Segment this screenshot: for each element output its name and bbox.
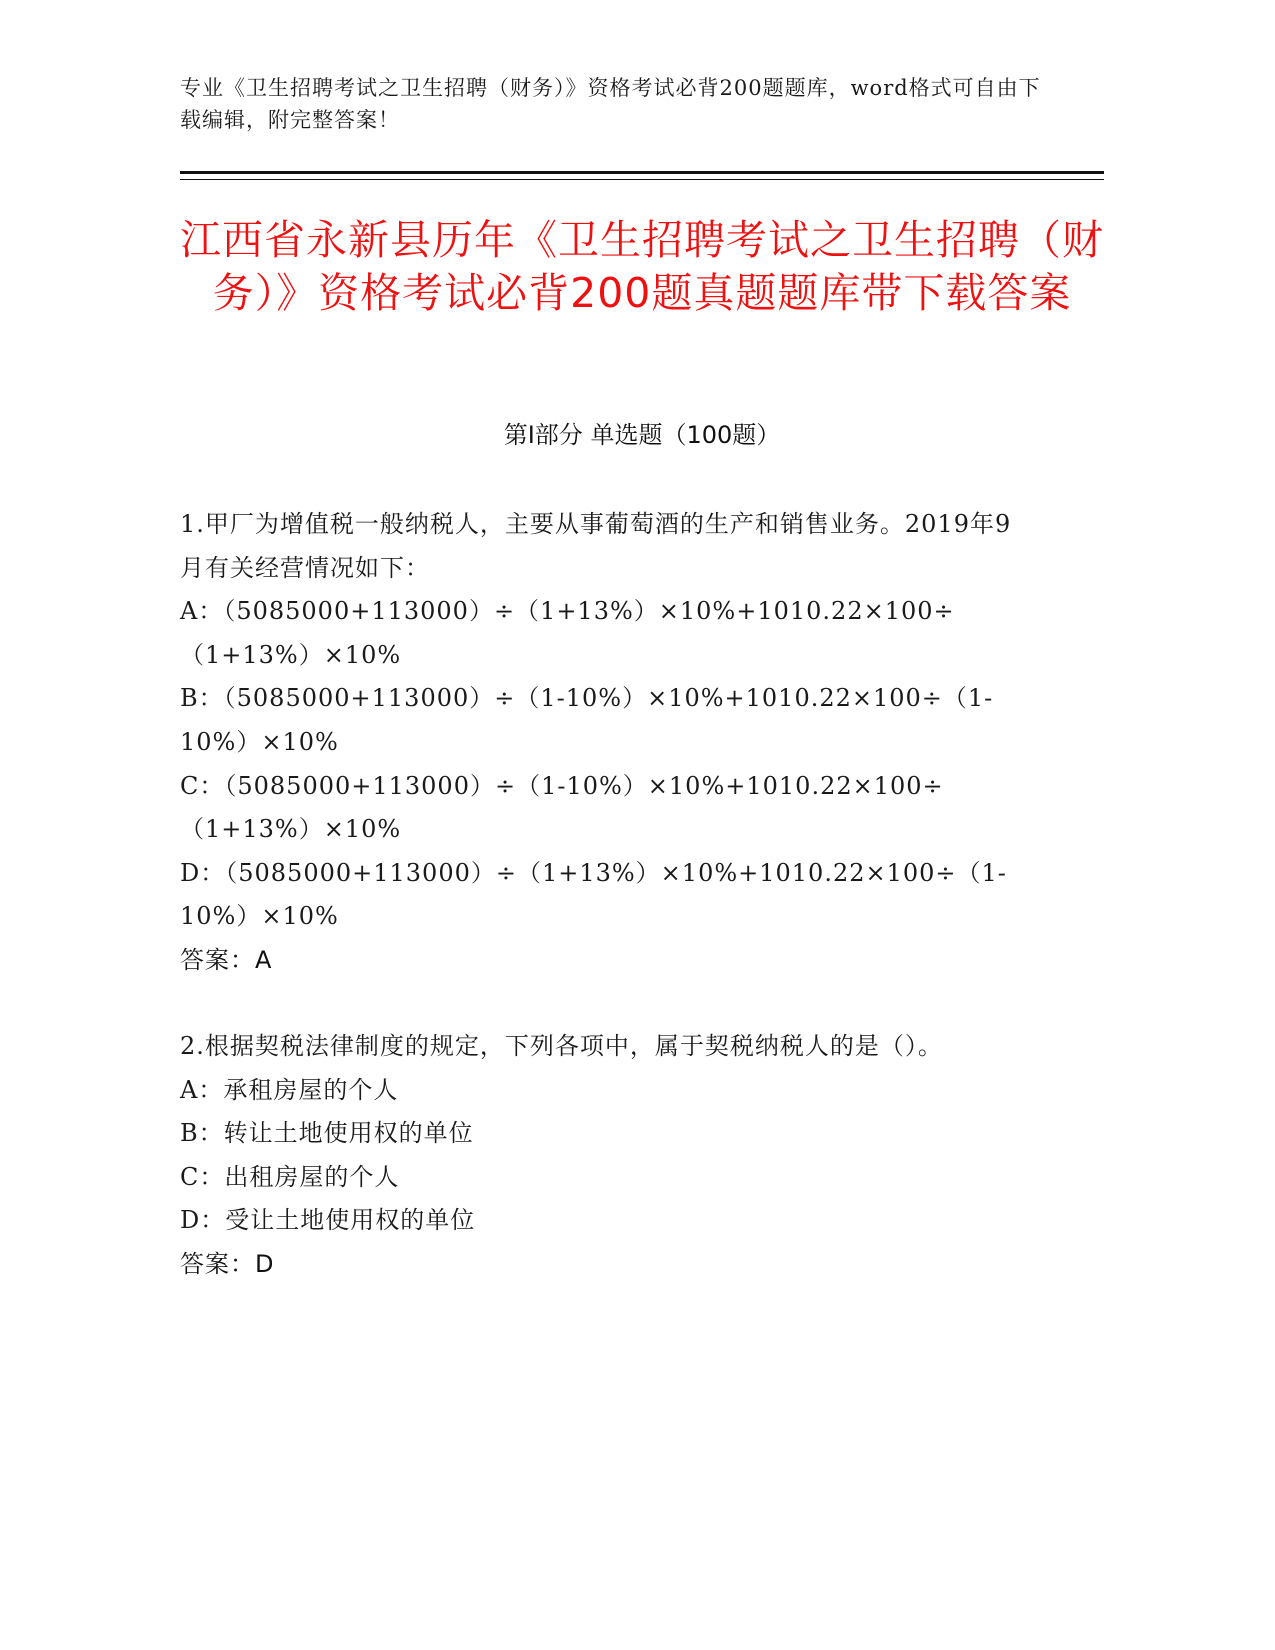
option-d: D：（5085000+113000）÷（1+13%）×10%+1010.22×100÷（1-10%）×10% (180, 858, 1007, 931)
question-stem: 1.甲厂为增值税一般纳税人，主要从事葡萄酒的生产和销售业务。2019年9月有关经营情况如下： (180, 510, 1012, 582)
question-2 (180, 1025, 1030, 1287)
header-divider-thick (180, 171, 1104, 174)
answer: 答案：D (180, 1249, 275, 1278)
option-d: D：受让土地使用权的单位 (180, 1206, 476, 1235)
option-b: B：转让土地使用权的单位 (180, 1119, 474, 1148)
option-b: B：（5085000+113000）÷（1-10%）×10%+1010.22×100÷（1-10%）×10% (180, 684, 994, 756)
option-c: C：出租房屋的个人 (180, 1162, 400, 1191)
answer: 答案：A (180, 945, 273, 974)
header-note: 专业《卫生招聘考试之卫生招聘（财务）》资格考试必背200题题库，word格式可自由下载编辑，附完整答案！ (180, 76, 1041, 132)
section-title: 第I部分 单选题（100题） (503, 421, 781, 449)
option-a: A：（5085000+113000）÷（1+13%）×10%+1010.22×100÷（1+13%）×10% (180, 597, 955, 669)
header-divider-thin (180, 179, 1104, 180)
document-title: 江西省永新县历年《卫生招聘考试之卫生招聘（财务）》资格考试必背200题真题题库带下载答案 (180, 216, 1104, 317)
option-c: C：（5085000+113000）÷（1-10%）×10%+1010.22×100÷（1+13%）×10% (180, 771, 944, 844)
question-1 (180, 503, 1030, 983)
question-stem: 2.根据契税法律制度的规定，下列各项中，属于契税纳税人的是（）。 (180, 1032, 943, 1060)
option-a: A：承租房屋的个人 (180, 1075, 399, 1104)
